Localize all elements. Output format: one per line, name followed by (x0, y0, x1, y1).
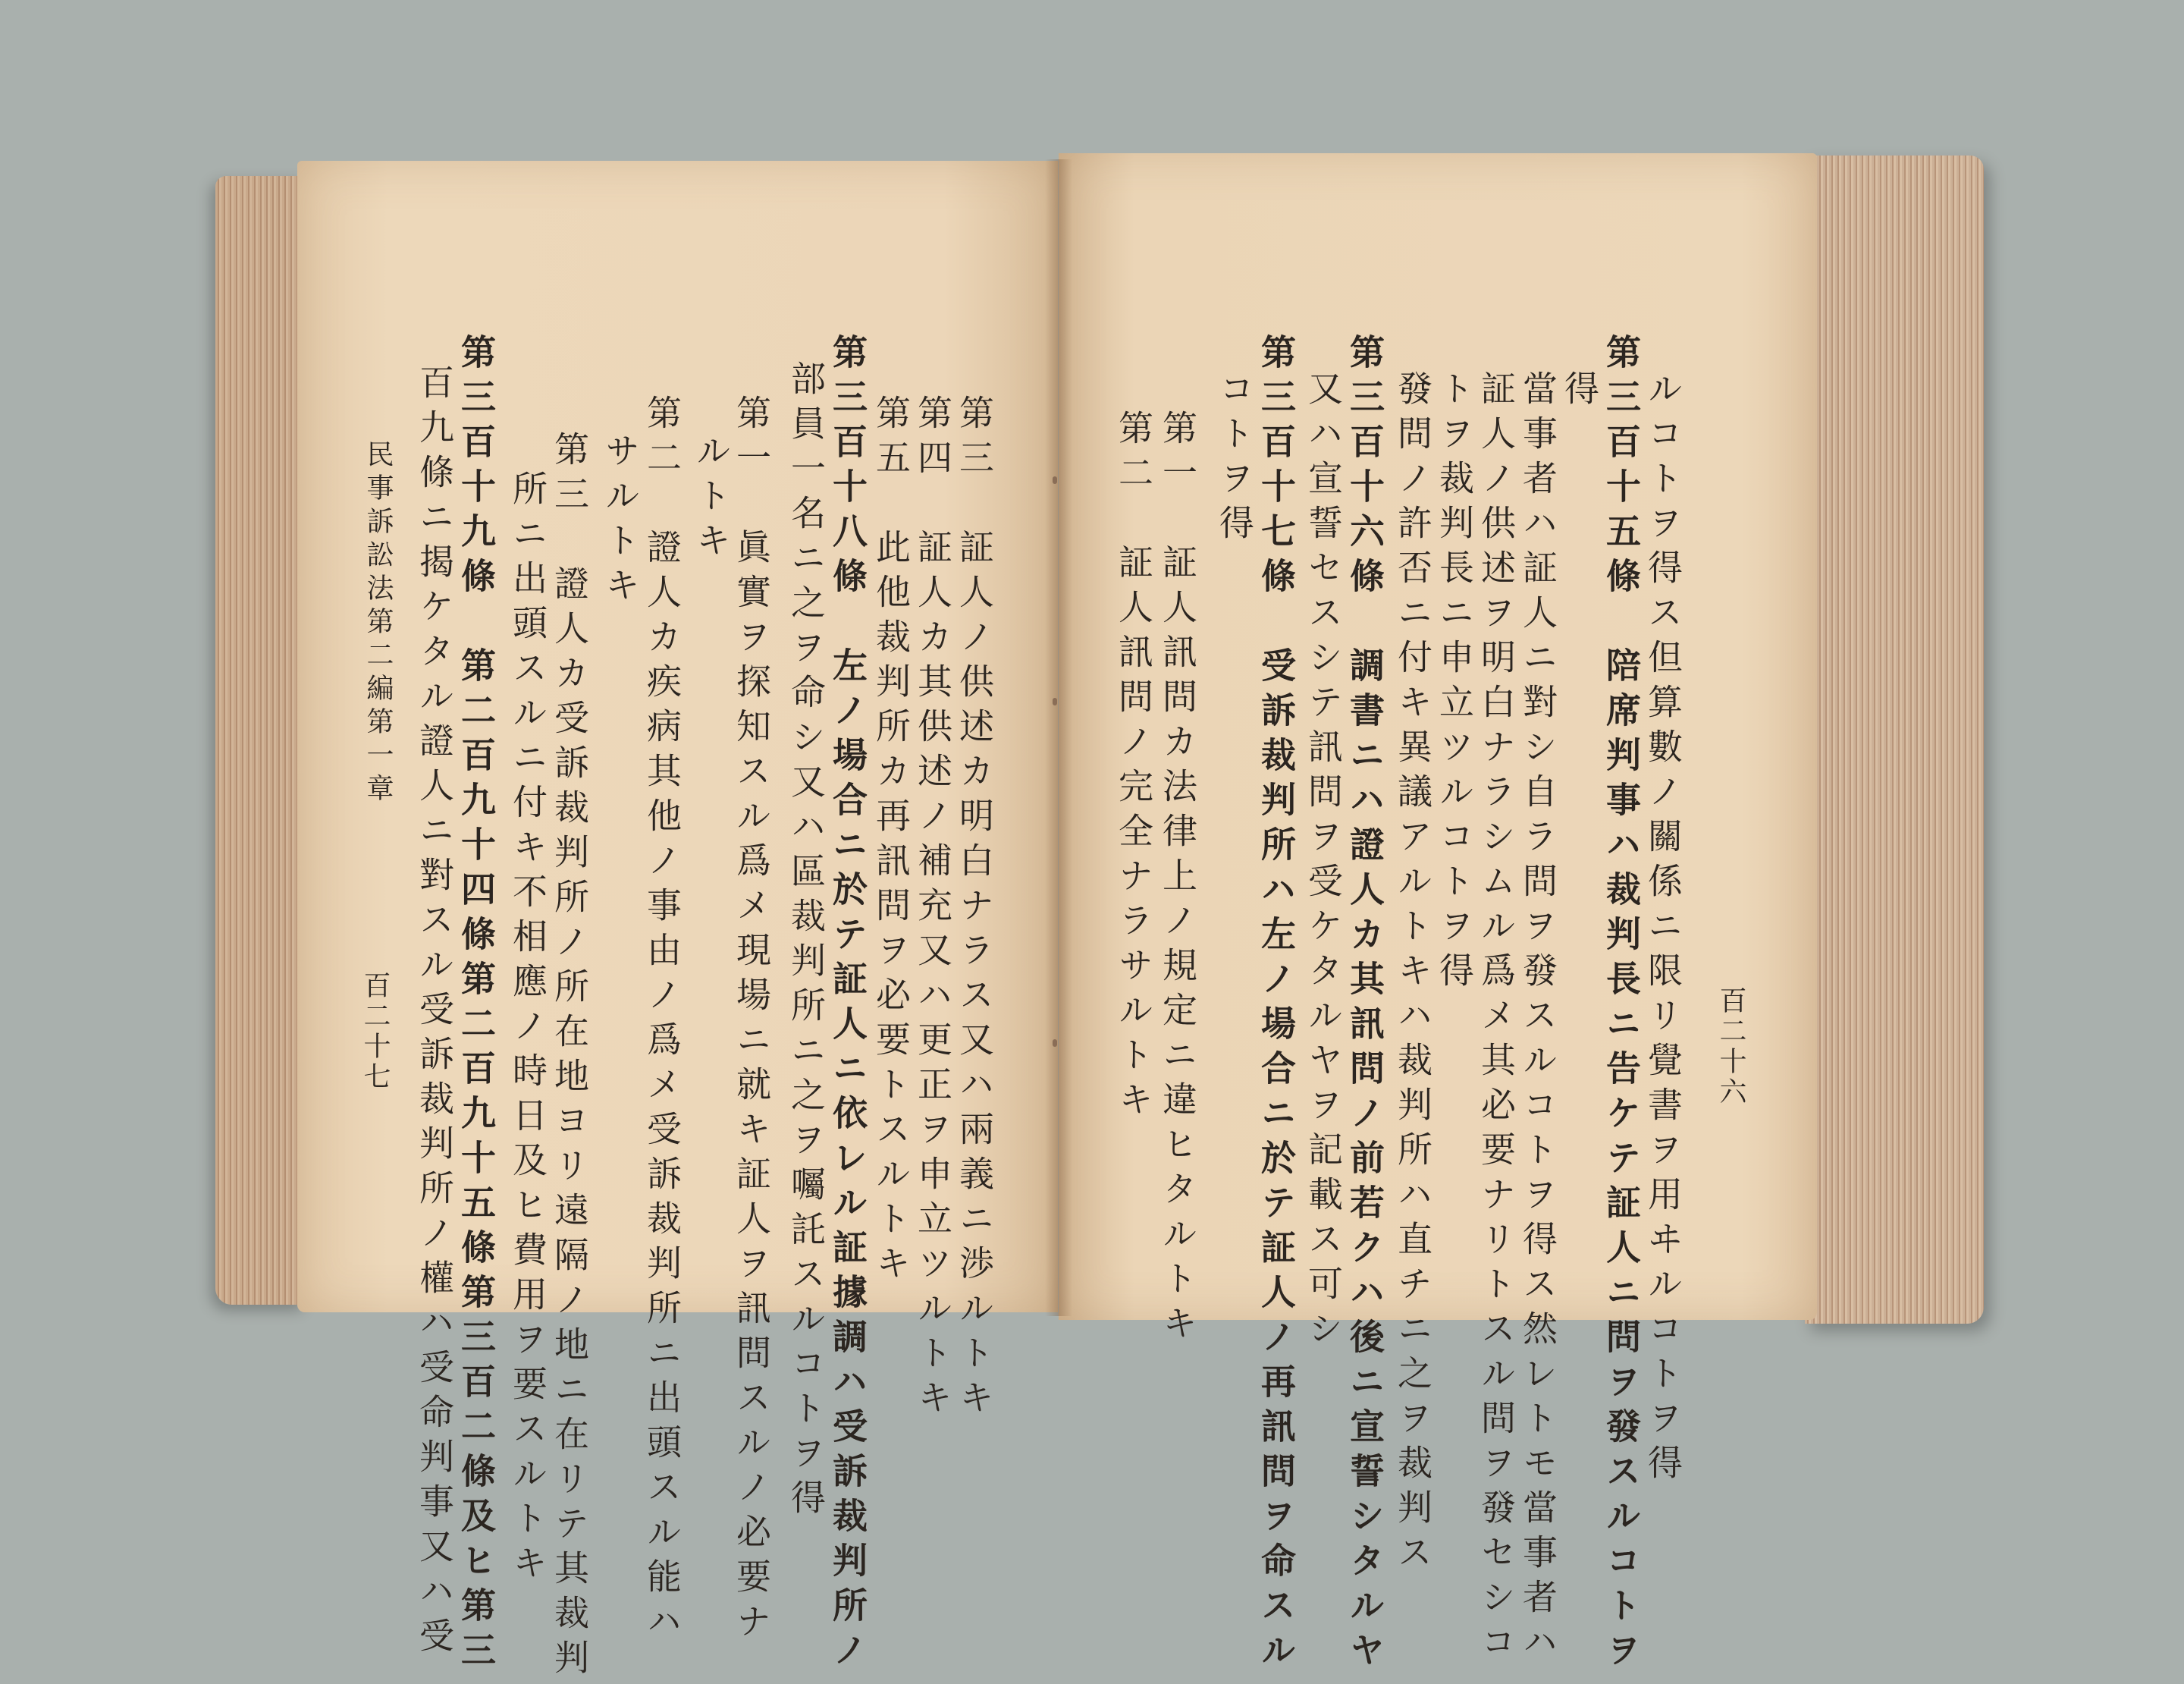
text-column: 得 (1559, 370, 1600, 415)
binding-stitch (1053, 1039, 1057, 1047)
left-page-edges (215, 176, 306, 1305)
text-column: 部員一名ニ之ヲ命シ又ハ區裁判所ニ之ヲ囑託スルコトヲ得 (786, 360, 827, 1524)
article-319-heading: 第三百十九條 第二百九十四條第二百九十五條第三百二條及ヒ第三 (456, 334, 497, 1676)
binding-stitch (1053, 698, 1057, 705)
text-column: 第一 証人訊問カ法律上ノ規定ニ違ヒタルトキ (1157, 410, 1198, 1349)
text-column: 第三 證人カ受訴裁判所ノ所在地ヨリ遠隔ノ地ニ在リテ其裁判 (549, 431, 590, 1684)
right-page-number: 百二十六 (1715, 986, 1746, 1107)
text-column: 第二 証人訊問ノ完全ナラサルトキ (1113, 410, 1154, 1126)
text-column: 証人ノ供述ヲ明白ナラシムル爲メ其必要ナリトスル問ヲ發セシコ (1476, 370, 1517, 1668)
right-page-edges (1805, 156, 1984, 1324)
article-316-heading: 第三百十六條 調書ニハ證人カ其訊問ノ前若クハ後ニ宣誓シタルヤ (1345, 334, 1385, 1676)
text-column: コトヲ得 (1214, 370, 1255, 549)
left-page-number: 百二十七 (359, 971, 391, 1092)
text-column: 第五 此他裁判所カ再訊問ヲ必要トスルトキ (871, 394, 912, 1290)
text-column: 第三 証人ノ供述カ明白ナラス又ハ兩義ニ渉ルトキ (954, 394, 995, 1424)
book-gutter (1045, 159, 1072, 1316)
article-317-heading: 第三百十七條 受訴裁判所ハ左ノ場合ニ於テ証人ノ再訊問ヲ命スル (1256, 334, 1297, 1676)
article-318-heading: 第三百十八條 左ノ場合ニ於テ証人ニ依レル証據調ハ受訴裁判所ノ (827, 334, 868, 1676)
text-column: 第四 証人カ其供述ノ補充又ハ更正ヲ申立ツルトキ (912, 394, 953, 1424)
text-column: 又ハ宣誓セスシテ訊問ヲ受ケタルヤヲ記載ス可シ (1303, 370, 1344, 1355)
text-column: ルトキ (691, 432, 732, 567)
text-column: トヲ裁判長ニ申立ツルコトヲ得 (1434, 370, 1475, 997)
text-column: サルトキ (600, 432, 641, 611)
text-column: 所ニ出頭スルニ付キ不相應ノ時日及ヒ費用ヲ要スルトキ (507, 470, 548, 1589)
binding-stitch (1053, 476, 1057, 484)
text-column: 百九條ニ揭ケタル證人ニ對スル受訴裁判所ノ權ハ受命判事又ハ受 (414, 364, 455, 1662)
running-head: 民事訴訟法第二編第一章 (362, 440, 394, 807)
text-column: 第一 眞實ヲ探知スル爲メ現場ニ就キ証人ヲ訊問スルノ必要ナ (731, 394, 772, 1648)
text-column: ルコトヲ得ス但算數ノ關係ニ限リ覺書ヲ用ヰルコトヲ得 (1643, 370, 1684, 1489)
article-315-heading: 第三百十五條 陪席判事ハ裁判長ニ告ケテ証人ニ問ヲ發スルコトヲ (1601, 334, 1642, 1676)
text-column: 當事者ハ証人ニ對シ自ラ問ヲ發スルコトヲ得ス然レトモ當事者ハ (1517, 370, 1558, 1668)
text-column: 第二 證人カ疾病其他ノ事由ノ爲メ受訴裁判所ニ出頭スル能ハ (642, 394, 682, 1648)
text-column: 發問ノ許否ニ付キ異議アルトキハ裁判所ハ直チニ之ヲ裁判ス (1392, 370, 1433, 1579)
